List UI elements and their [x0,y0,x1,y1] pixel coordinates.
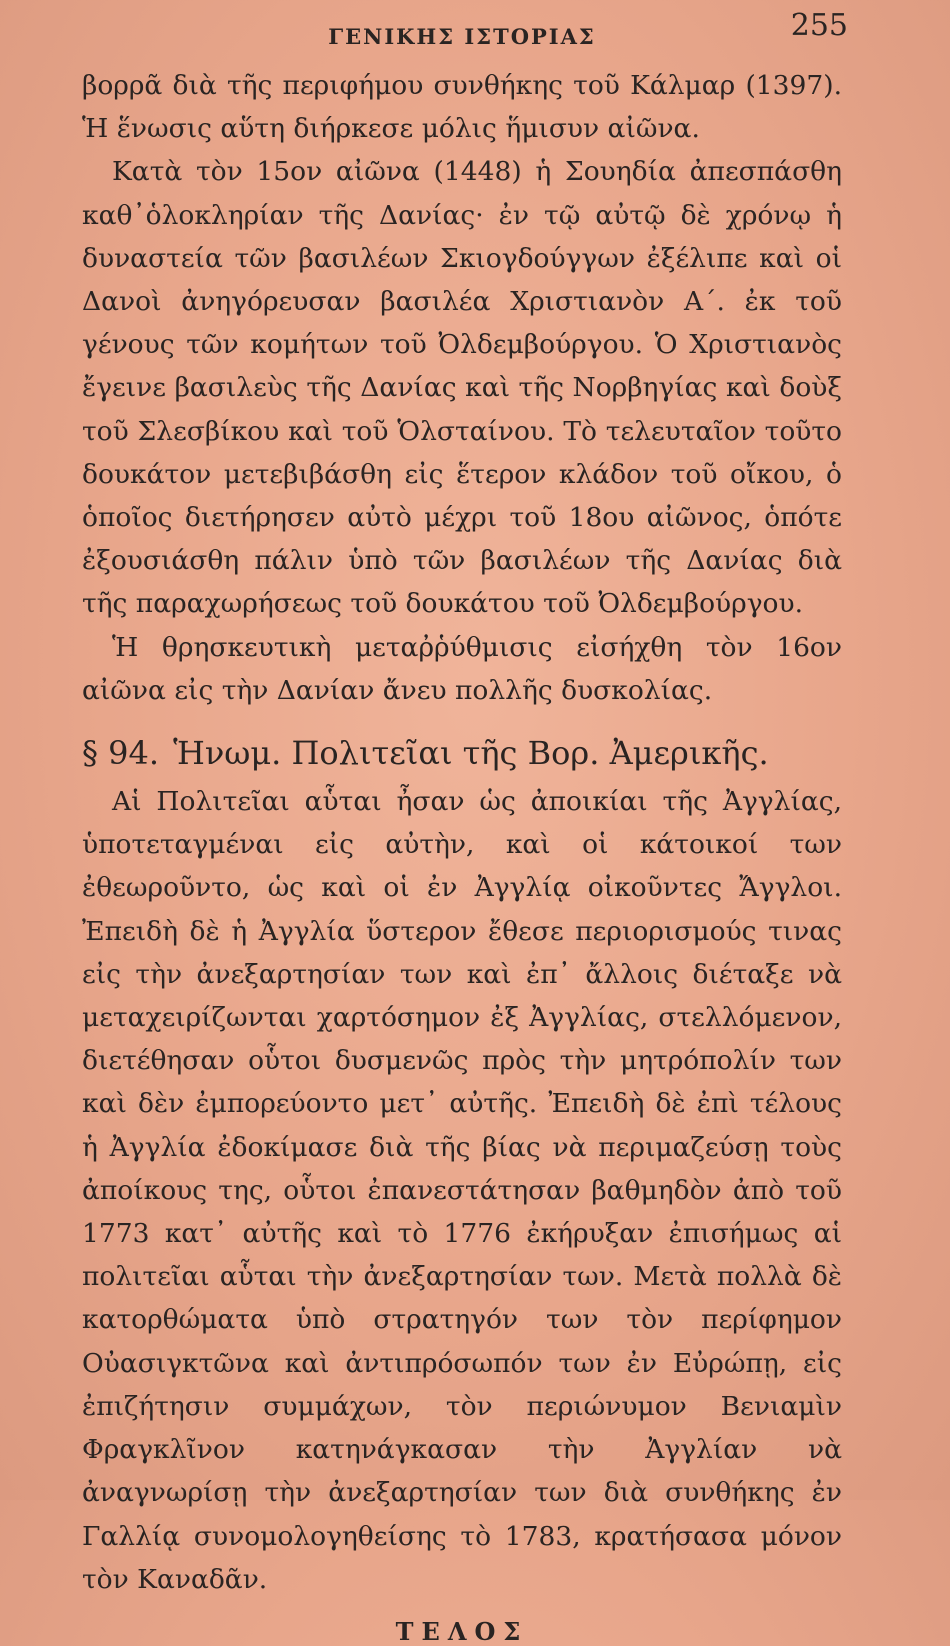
section-title: Ἡνωμ. Πολιτεῖαι τῆς Βορ. Ἀμερικῆς. [173,734,769,773]
section-heading [82,730,842,776]
paragraph: Κατὰ τὸν 15ον αἰῶνα (1448) ἡ Σουηδία ἀπεσπάσθη καθ᾽ὁλοκληρίαν τῆς Δανίας· ἐν τῷ αὐτῷ δὲ χρόνῳ ἡ δυναστεία τῶν βασιλέων Σκιογδούγγων ἐξέλιπε καὶ οἱ Δανοὶ ἀνηγόρευσαν βασιλέα Χριστιανὸν Α΄. ἐκ τοῦ γένους τῶν κομήτων τοῦ Ὀλδεμβούργου. Ὁ Χριστιανὸς ἔγεινε βασιλεὺς τῆς Δανίας καὶ τῆς Νορβηγίας καὶ δοὺξ τοῦ Σλεσβίκου καὶ τοῦ Ὁλσταίνου. Τὸ τελευταῖον τοῦτο δουκάτον μετεβιβάσθη εἰς ἕτερον κλάδον τοῦ οἴκου, ὁ ὁποῖος διετήρησεν αὐτὸ μέχρι τοῦ 18ου αἰῶνος, ὁπότε ἐξουσιάσθη πάλιν ὑπὸ τῶν βασιλέων τῆς Δανίας διὰ τῆς παραχωρήσεως τοῦ δουκάτου τοῦ Ὀλδεμβούργου. [82,156,842,620]
paragraph: Αἱ Πολιτεῖαι αὗται ἦσαν ὡς ἀποικίαι τῆς Ἀγγλίας, ὑποτεταγμέναι εἰς αὐτὴν, καὶ οἱ κάτοικοί των ἐθεωροῦντο, ὡς καὶ οἱ ἐν Ἀγγλίᾳ οἰκοῦντες Ἄγγλοι. Ἐπειδὴ δὲ ἡ Ἀγγλία ὕστερον ἔθεσε περιορισμούς τινας εἰς τὴν ἀνεξαρτησίαν των καὶ ἐπ᾽ ἄλλοις διέταξε νὰ μεταχειρίζωνται χαρτόσημον ἐξ Ἀγγλίας, στελλόμενον, διετέθησαν οὗτοι δυσμενῶς πρὸς τὴν μητρόπολίν των καὶ δὲν ἐμπορεύοντο μετ᾽ αὐτῆς. Ἐπειδὴ δὲ ἐπὶ τέλους ἡ Ἀγγλία ἐδοκίμασε διὰ τῆς βίας νὰ περιμαζεύσῃ τοὺς ἀποίκους της, οὗτοι ἐπανεστάτησαν βαθμηδὸν ἀπὸ τοῦ 1773 κατ᾽ αὐτῆς καὶ τὸ 1776 ἐκήρυξαν ἐπισήμως αἱ πολιτεῖαι αὗται τὴν ἀνεξαρτησίαν των. Μετὰ πολλὰ δὲ κατορθώματα ὑπὸ στρατηγόν των τὸν περίφημον Οὐασιγκτῶνα καὶ ἀντιπρόσωπόν των ἐν Εὐρώπῃ, εἰς ἐπιζήτησιν συμμάχων, τὸν περιώνυμον Βενιαμὶν Φραγκλῖνον κατηνάγκασαν τὴν Ἀγγλίαν νὰ ἀναγνωρίσῃ τὴν ἀνεξαρτησίαν των διὰ συνθήκης ἐν Γαλλίᾳ συνομολογηθείσης τὸ 1783, κρατήσασα μόνον τὸν Καναδᾶν. [82,786,842,1595]
running-head [82,0,848,64]
paragraph: Ἡ θρησκευτικὴ μεταῤῥύθμισις εἰσήχθη τὸν 16ον αἰῶνα εἰς τὴν Δανίαν ἄνευ πολλῆς δυσκολίας. [82,631,842,706]
body-text [82,64,842,1601]
paragraph: βορρᾶ διὰ τῆς περιφήμου συνθήκης τοῦ Κάλμαρ (1397). Ἡ ἕνωσις αὕτη διήρκεσε μόλις ἥμισυν αἰῶνα. [82,70,842,145]
page-number: 255 [790,8,848,43]
running-title: ΓΕΝΙΚΗΣ ΙΣΤΟΡΙΑΣ [328,24,596,49]
end-mark: ΤΕΛΟΣ [395,1616,529,1646]
section-number: § 94. [82,734,160,773]
